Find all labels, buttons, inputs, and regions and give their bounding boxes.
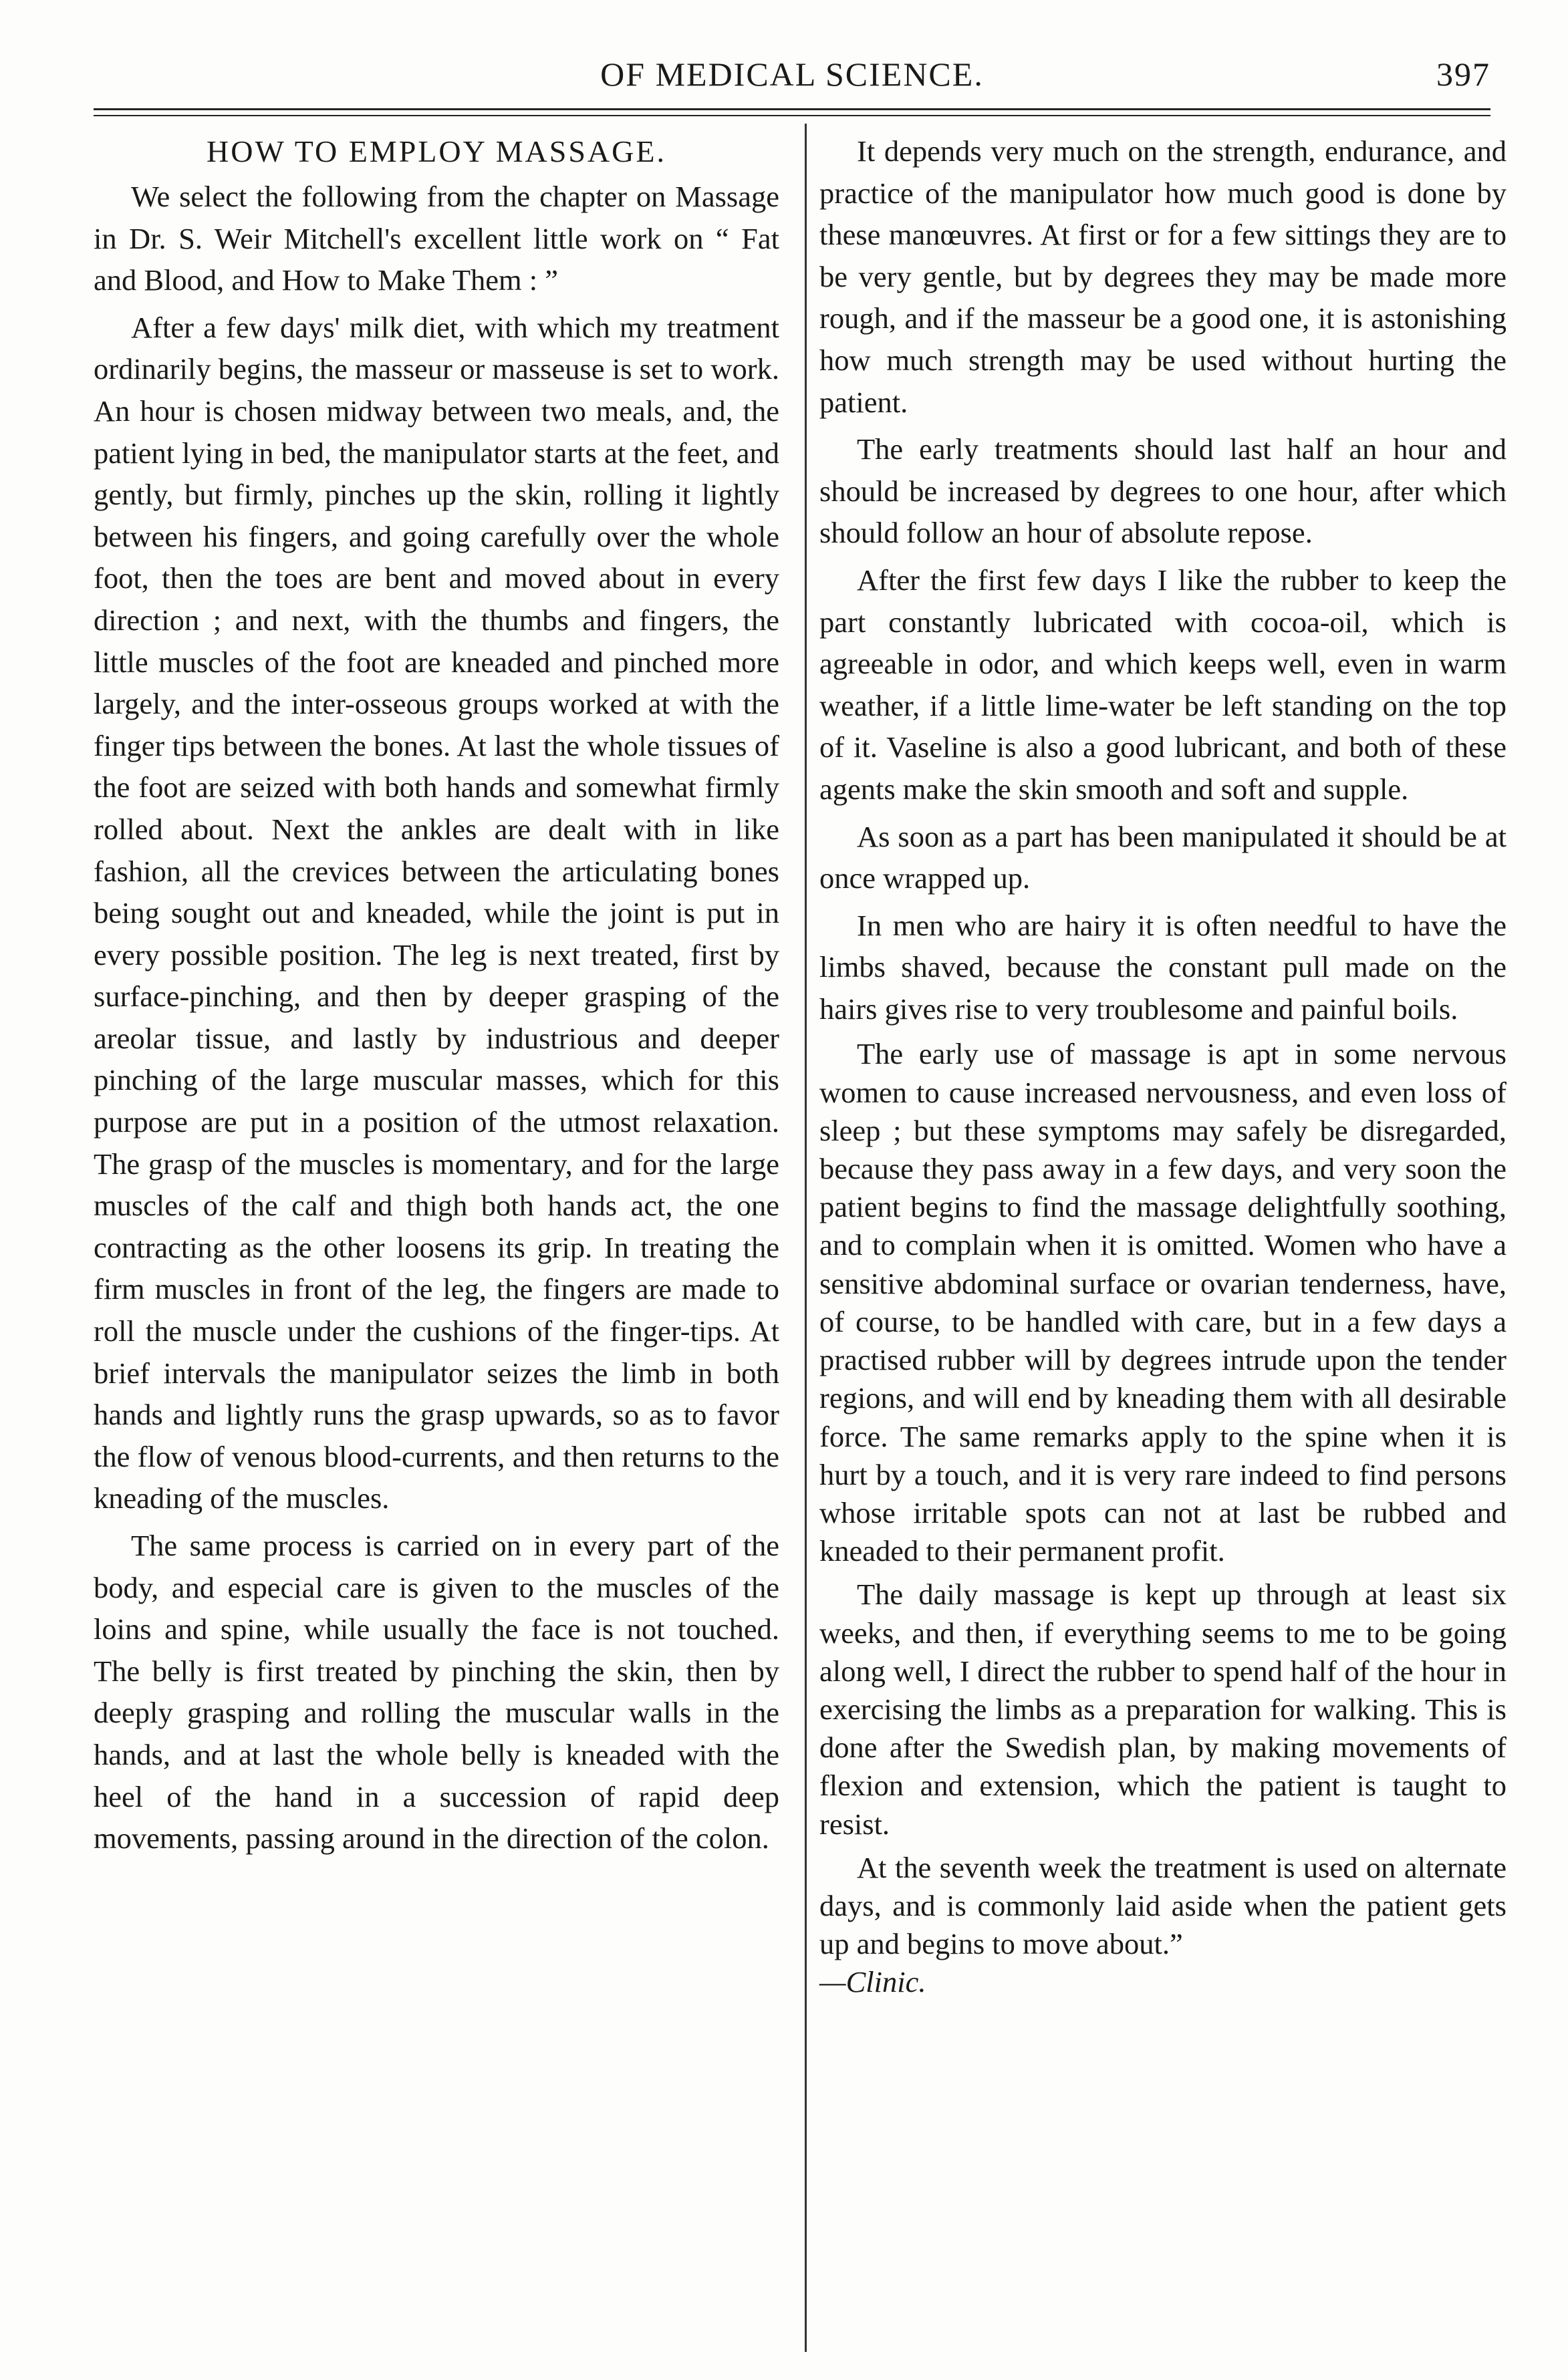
paragraph-treatment: After a few days' milk diet, with which my treatment ordinarily begins, the masseur or masseuse is set to work. An hour is chosen midway between two meals, and, the patient lying in bed, the manipulator starts at the feet, and gently, but firmly, pinches up the skin, rolling it lightly between his fingers, and going carefully over the whole foot, then the toes are bent and moved about in every direction ; and next, with the thumbs and fingers, the little muscles of the foot are kneaded and pinched more largely, and the inter-osseous groups worked at with the finger tips between the bones. At last the whole tissues of the foot are seized with both hands and somewhat firmly rolled about. Next the ankles are dealt with in like fashion, all the crevices between the articulating bones being sought out and kneaded, while the joint is put in every possible position. The leg is next treated, first by surface-pinching, and then by deeper grasping of the areolar tissue, and lastly by industrious and deeper pinching of the large muscular masses, which for this purpose are put in a position of the utmost relaxation. The grasp of the muscles is momentary, and for the large muscles of the calf and thigh both hands act, the one contracting as the other loosens its grip. In treating the firm muscles in front of the leg, the fingers are made to roll the muscle under the cushions of the finger-tips. At brief intervals the manipulator seizes the limb in both hands and lightly runs the grasp upwards, so as to favor the flow of venous blood-currents, and then returns to the kneading of the muscles. — [94, 310, 779, 1515]
running-head — [94, 55, 1490, 102]
paragraph-seventh-week — [819, 1849, 1507, 2002]
paragraph-intro: We select the following from the chapter on Massage in Dr. S. Weir Mitchell's excellent little work on “ Fat and Blood, and How to Make Them : ” — [94, 180, 779, 297]
page-number: 397 — [1436, 55, 1490, 93]
paragraph-daily-massage: The daily massage is kept up through at least six weeks, and then, if everything seems to me to be going along well, I direct the rubber to spend half of the hour in exercising the limbs as a preparation for walking. This is done after the Swedish plan, by making movements of flexion and extension, which the patient is taught to resist. — [819, 1578, 1507, 1841]
paragraph-process: The same process is carried on in every part of the body, and especial care is given to the muscles of the loins and spine, while usually the face is not touched. The belly is first treated by pinching the skin, then by deeply grasping and rolling the muscular walls in the hands, and at last the whole belly is kneaded with the heel of the hand in a succession of rapid deep movements, passing around in the direction of the colon. — [94, 1529, 779, 1855]
column-divider — [805, 124, 807, 2352]
paragraph-shaving: In men who are hairy it is often needful to have the limbs shaved, because the constant pull made on the hairs gives rise to very troublesome and painful boils. — [819, 908, 1507, 1026]
source-signature: —Clinic. — [819, 1965, 926, 1999]
paragraph-lubrication: After the first few days I like the rubber to keep the part constantly lubricated with cocoa-oil, which is agreeable in odor, and which keeps well, even in warm weather, if a little lime-water be left standing on the top of it. Vaseline is also a good lubricant, and both of these agents make the skin smooth and soft and supple. — [819, 563, 1507, 806]
paragraph-duration: The early treatments should last half an hour and should be increased by degrees to one hour, after which should follow an hour of absolute repose. — [819, 432, 1507, 550]
right-column — [819, 130, 1507, 2007]
article-title: HOW TO EMPLOY MASSAGE. — [207, 134, 666, 168]
paragraph-wrapping: As soon as a part has been manipulated it should be at once wrapped up. — [819, 819, 1507, 895]
running-title: OF MEDICAL SCIENCE. — [600, 55, 984, 93]
paragraph-seventh-week-text: At the seventh week the treatment is used on alternate days, and is commonly laid aside when the patient gets up and begins to move about.” — [819, 1850, 1507, 1961]
header-rule-bottom — [94, 115, 1490, 116]
paragraph-nervousness: The early use of massage is apt in some nervous women to cause increased nervousness, and even loss of sleep ; but these symptoms may safely be disregarded, because they pass away in a few days, and very soon the patient begins to find the massage delightfully soothing, and to complain when it is omitted. Women who have a sensitive abdominal surface or ovarian tenderness, have, of course, to be handled with care, but in a few days a practised rubber will by degrees intrude upon the tender regions, and will end by kneading them with all desirable force. The same remarks apply to the spine when it is hurt by a touch, and it is very rare indeed to find persons whose irritable spots can not at last be rubbed and kneaded to their permanent profit. — [819, 1037, 1507, 1568]
paragraph-strength: It depends very much on the strength, endurance, and practice of the manipulator how much good is done by these manœuvres. At first or for a few sittings they are to be very gentle, but by degrees they may be made more rough, and if the masseur be a good one, it is astonishing how much strength may be used without hurting the patient. — [819, 134, 1507, 419]
header-rule-top — [94, 108, 1490, 110]
left-column — [94, 130, 779, 1865]
